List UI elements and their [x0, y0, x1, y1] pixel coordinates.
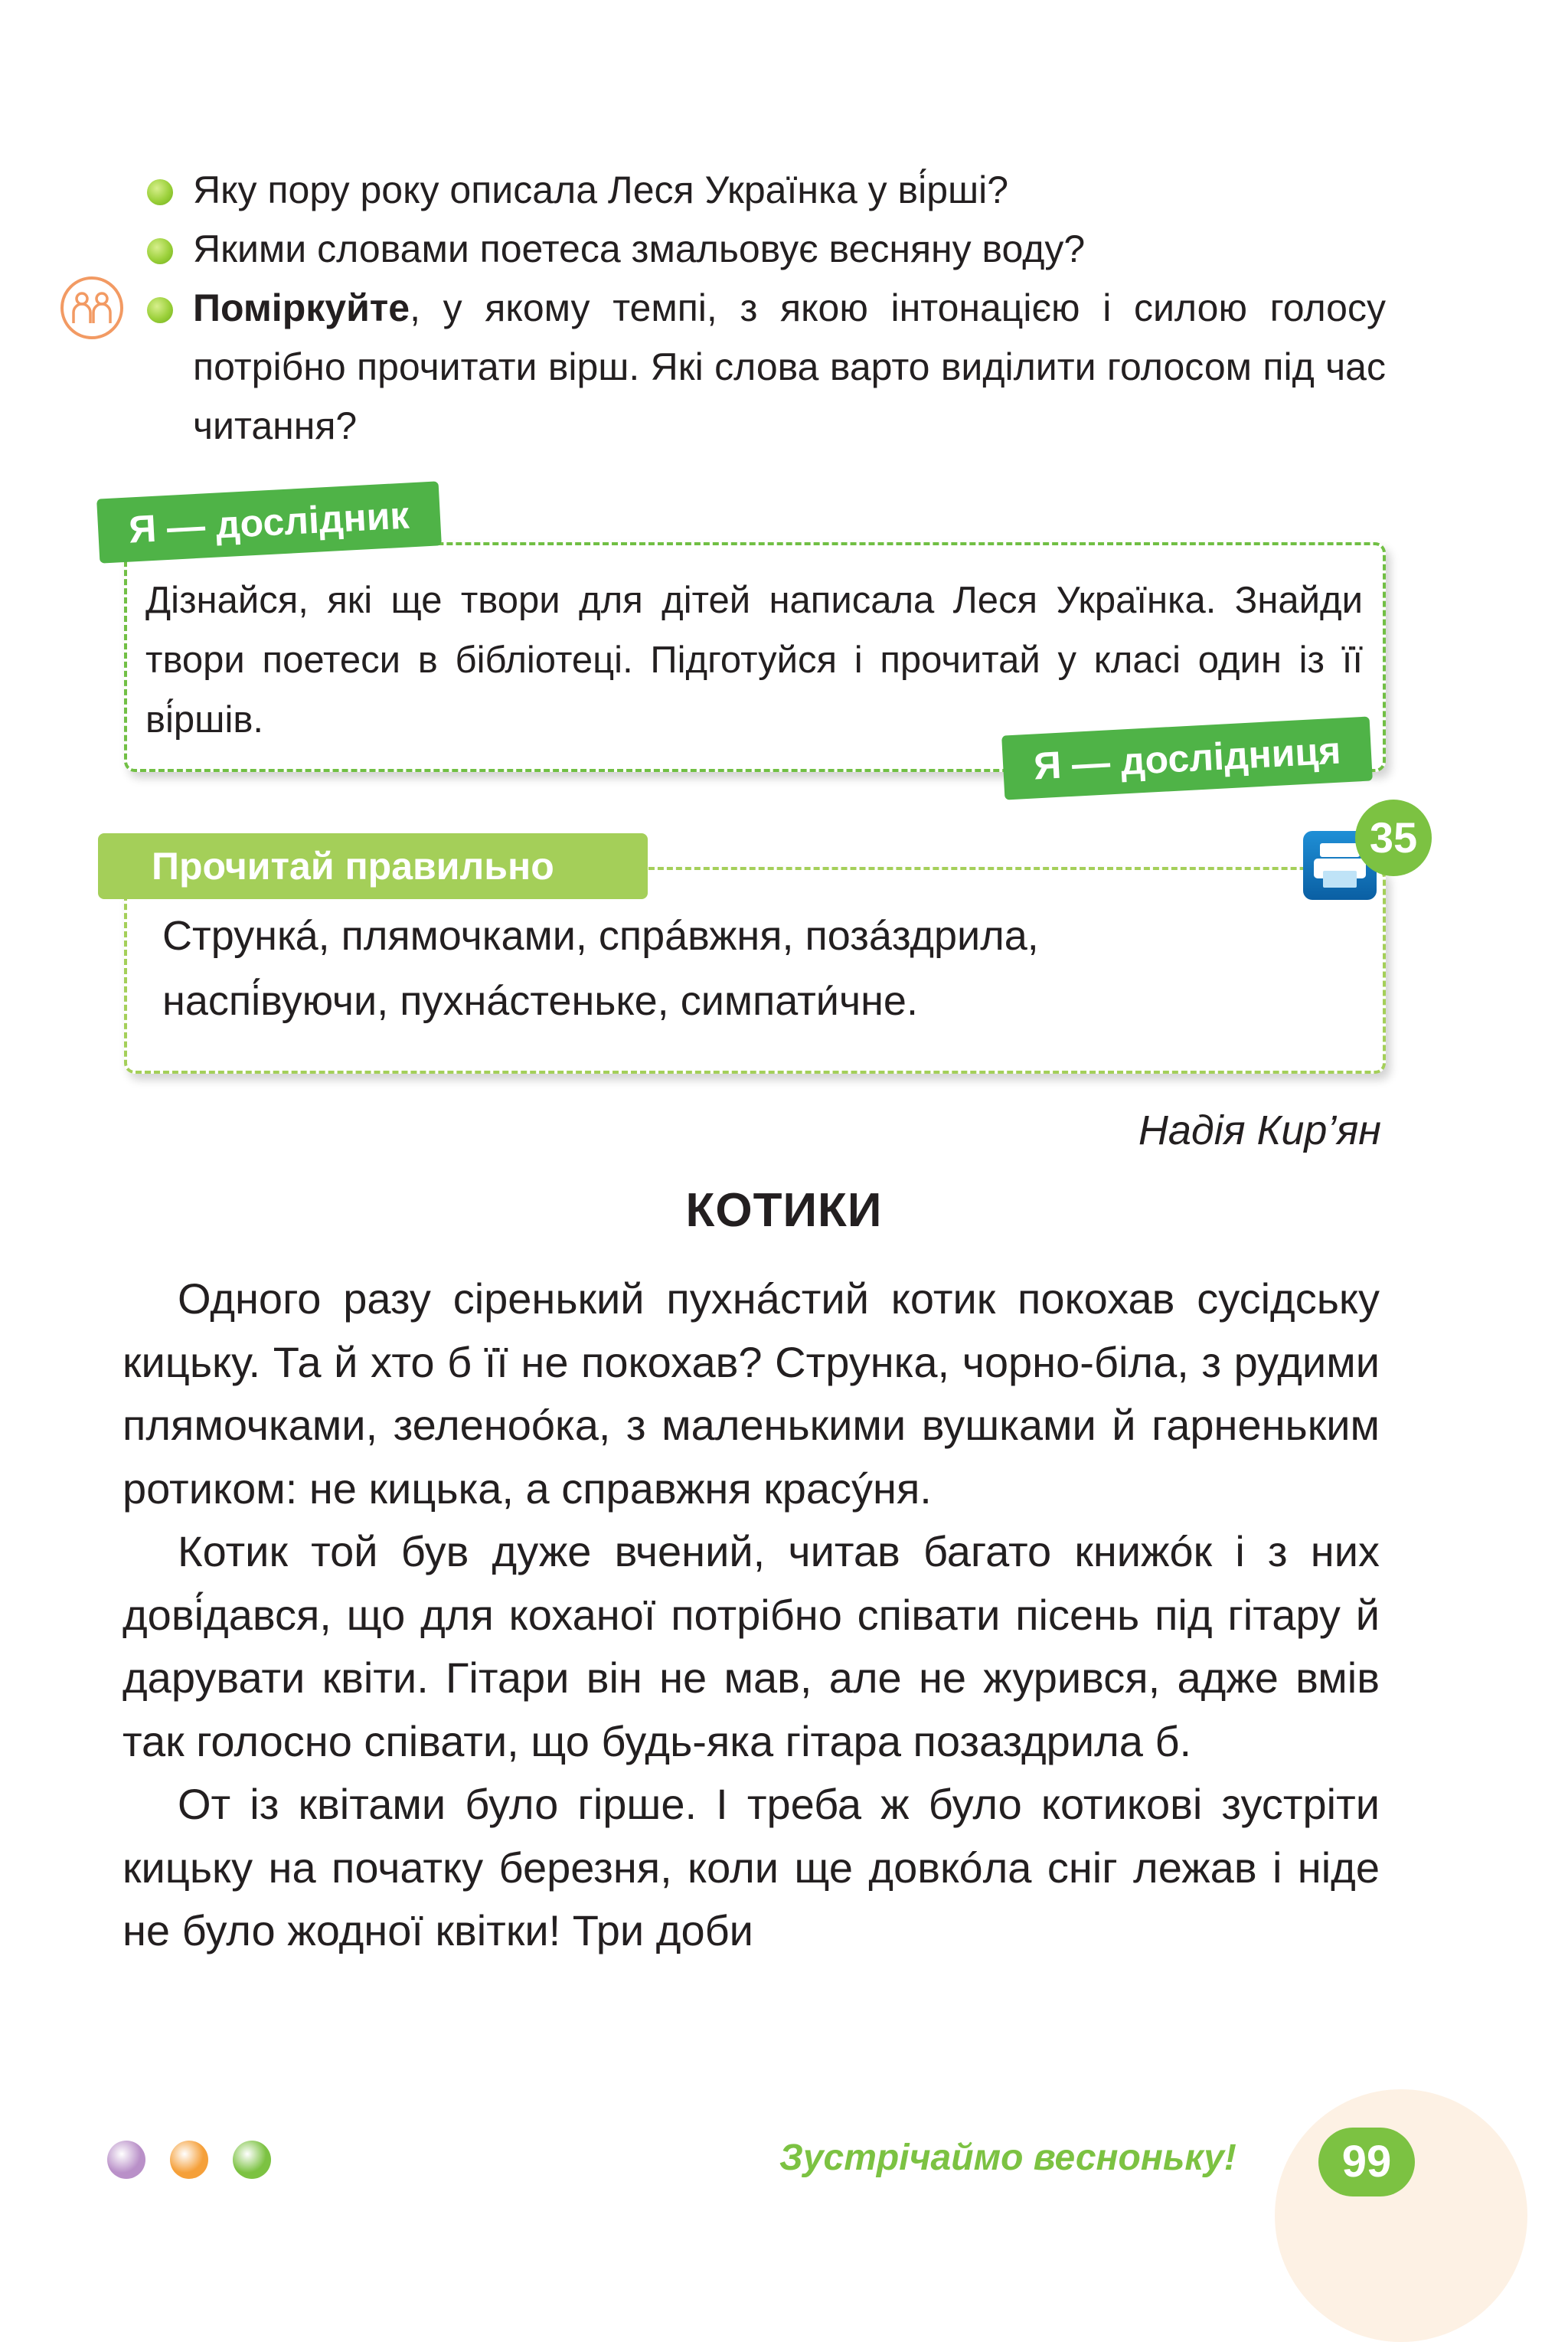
read-correctly-tag: Прочитай правильно [98, 833, 648, 899]
bullet-icon [147, 179, 173, 205]
read-correctly-line-2: наспі́вуючи, пухнáстеньке, симпати́чне. [162, 978, 918, 1024]
pair-work-icon [60, 276, 124, 340]
question-item: Якими словами поетеса змальовує весняну воду? [145, 220, 1386, 279]
read-correctly-line-1: Стрункá, плямочками, спрáвжня, позáздрила, [162, 913, 1039, 959]
questions-list [145, 161, 1386, 456]
story-title: КОТИКИ [685, 1184, 883, 1237]
question-item: Поміркуйте, у якому темпі, з якою інтонацією і силою голосу потрібно прочитати вірш. Які слова варто виділити голосом під час читання? [145, 279, 1386, 456]
section-title: Зустрічаймо весноньку! [779, 2138, 1236, 2178]
story-author: Надія Кир’ян [1138, 1107, 1381, 1153]
research-text: Дізнайся, які ще твори для дітей написала Леся Українка. Знайди твори поетеси в бібліотеці. Підготуйся і прочитай у класі один із її ві́ршів. [145, 580, 1363, 741]
page-corner-decoration [1275, 2089, 1527, 2342]
footer-dot [170, 2141, 208, 2179]
page-number: 99 [1318, 2128, 1415, 2196]
footer-dot [233, 2141, 271, 2179]
question-item: Яку пору року описала Леся Українка у ві́рші? [145, 161, 1386, 220]
researcher-tag: Я — дослідник [96, 481, 441, 563]
story-paragraph: От із квітами було гірше. І треба ж було котикові зустріти кицьку на початку березня, коли ще довкóла сніг лежав і ніде не було жодної квітки! Три доби [122, 1780, 1380, 1954]
story-body [122, 1267, 1380, 1963]
audio-track-badge[interactable]: 35 [1355, 800, 1432, 876]
researcher-female-tag: Я — дослідниця [1001, 716, 1373, 800]
bullet-icon [147, 238, 173, 264]
story-paragraph: Котик той був дуже вчений, читав багато книжóк і з них дові́дався, що для коханої потрібно співати пісень під гітару й дарувати квіти. Гітари він не мав, але не журився, адже вмів так голосно співати, що будь-яка гітара позаздрила б. [122, 1527, 1380, 1765]
bullet-icon [147, 297, 173, 323]
footer-dot [107, 2141, 145, 2179]
story-paragraph: Одного разу сіренький пухнáстий котик покохав сусідську кицьку. Та й хто б її не покохав? Струнка, чорно-біла, з рудими плямочками, зеленоóка, з маленькими вушками й гарненьким ротиком: не кицька, а справжня красýня. [122, 1274, 1380, 1513]
